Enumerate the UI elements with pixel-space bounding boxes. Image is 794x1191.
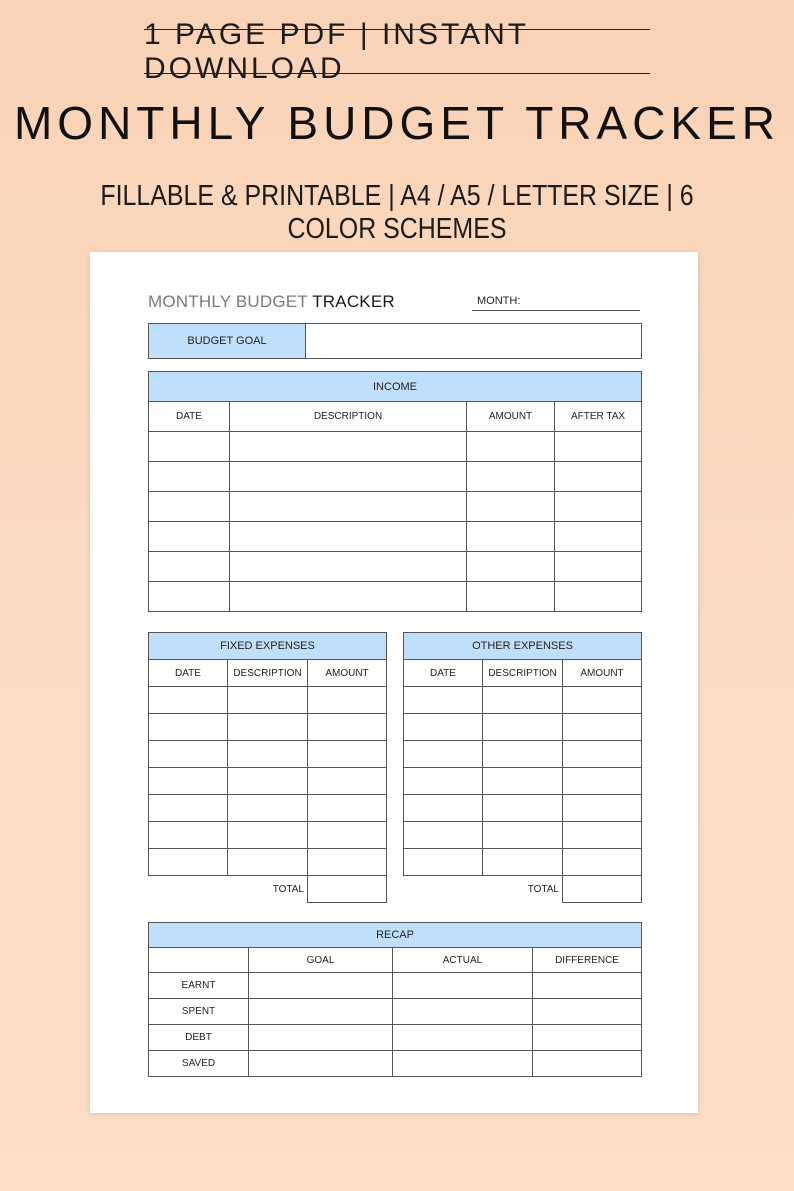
table-row — [149, 432, 642, 462]
other-cell[interactable] — [563, 768, 642, 795]
other-cell[interactable] — [563, 795, 642, 822]
fixed-cell[interactable] — [228, 795, 308, 822]
recap-col-actual: ACTUAL — [393, 948, 533, 973]
other-cell[interactable] — [563, 849, 642, 876]
fixed-expenses-title: FIXED EXPENSES — [149, 633, 387, 660]
table-row — [149, 552, 642, 582]
banner-top-text: 1 PAGE PDF | INSTANT DOWNLOAD — [144, 17, 529, 85]
recap-row-label: EARNT — [149, 973, 249, 999]
other-cell[interactable] — [563, 687, 642, 714]
other-cell[interactable] — [404, 714, 483, 741]
fixed-cell[interactable] — [228, 849, 308, 876]
table-row — [404, 768, 642, 795]
fixed-cell[interactable] — [308, 714, 387, 741]
table-row — [404, 822, 642, 849]
other-col-description: DESCRIPTION — [483, 660, 563, 687]
other-col-date: DATE — [404, 660, 483, 687]
income-cell[interactable] — [149, 522, 230, 552]
table-row — [149, 492, 642, 522]
other-cell[interactable] — [404, 822, 483, 849]
other-cell[interactable] — [483, 822, 563, 849]
banner-top-tagline — [144, 17, 650, 85]
fixed-cell[interactable] — [228, 822, 308, 849]
income-cell[interactable] — [230, 522, 467, 552]
table-row — [149, 522, 642, 552]
recap-row-label: SPENT — [149, 999, 249, 1025]
income-cell[interactable] — [149, 552, 230, 582]
budget-goal-field[interactable] — [306, 324, 641, 358]
income-cell[interactable] — [467, 582, 555, 612]
table-row — [149, 741, 387, 768]
income-title: INCOME — [149, 372, 642, 402]
fixed-col-date: DATE — [149, 660, 228, 687]
fixed-cell[interactable] — [308, 795, 387, 822]
recap-cell[interactable] — [393, 973, 533, 999]
fixed-total-field[interactable] — [308, 876, 387, 903]
recap-col-blank — [149, 948, 249, 973]
table-row — [149, 973, 642, 999]
recap-cell[interactable] — [533, 999, 642, 1025]
other-cell[interactable] — [483, 768, 563, 795]
income-cell[interactable] — [149, 462, 230, 492]
other-cell[interactable] — [404, 741, 483, 768]
budget-goal-row — [148, 323, 642, 359]
table-row — [149, 849, 387, 876]
income-cell[interactable] — [230, 462, 467, 492]
income-col-amount: AMOUNT — [467, 402, 555, 432]
table-row — [149, 795, 387, 822]
fixed-col-amount: AMOUNT — [308, 660, 387, 687]
income-cell[interactable] — [555, 522, 642, 552]
income-col-date: DATE — [149, 402, 230, 432]
fixed-cell[interactable] — [149, 849, 228, 876]
table-row — [149, 687, 387, 714]
income-cell[interactable] — [555, 582, 642, 612]
other-cell[interactable] — [404, 795, 483, 822]
fixed-cell[interactable] — [228, 687, 308, 714]
fixed-cell[interactable] — [149, 768, 228, 795]
other-expenses-table — [403, 632, 642, 903]
income-cell[interactable] — [555, 462, 642, 492]
month-field[interactable] — [472, 310, 640, 311]
recap-cell[interactable] — [249, 973, 393, 999]
other-cell[interactable] — [483, 741, 563, 768]
other-total-label: TOTAL — [483, 876, 563, 903]
fixed-cell[interactable] — [149, 714, 228, 741]
fixed-cell[interactable] — [308, 849, 387, 876]
fixed-cell[interactable] — [308, 741, 387, 768]
fixed-cell[interactable] — [308, 768, 387, 795]
sheet-title-light: MONTHLY BUDGET — [148, 292, 313, 311]
income-cell[interactable] — [149, 582, 230, 612]
recap-cell[interactable] — [249, 1025, 393, 1051]
other-total-field[interactable] — [563, 876, 642, 903]
recap-table — [148, 922, 642, 1077]
banner-subtitle: FILLABLE & PRINTABLE | A4 / A5 / LETTER SIZE | 6 COLOR SCHEMES — [100, 180, 694, 245]
recap-col-difference: DIFFERENCE — [533, 948, 642, 973]
budget-goal-label: BUDGET GOAL — [149, 324, 306, 358]
recap-cell[interactable] — [249, 1051, 393, 1077]
table-row — [404, 714, 642, 741]
recap-cell[interactable] — [533, 1051, 642, 1077]
other-cell[interactable] — [404, 849, 483, 876]
recap-cell[interactable] — [393, 1051, 533, 1077]
fixed-cell[interactable] — [228, 741, 308, 768]
fixed-cell[interactable] — [149, 687, 228, 714]
income-table — [148, 371, 642, 612]
table-row — [149, 1025, 642, 1051]
fixed-cell[interactable] — [228, 768, 308, 795]
table-row — [149, 768, 387, 795]
income-cell[interactable] — [230, 432, 467, 462]
fixed-cell[interactable] — [149, 795, 228, 822]
income-cell[interactable] — [555, 432, 642, 462]
other-cell[interactable] — [483, 849, 563, 876]
table-row — [404, 687, 642, 714]
table-row — [404, 795, 642, 822]
table-row — [149, 822, 387, 849]
income-col-description: DESCRIPTION — [230, 402, 467, 432]
sheet-title-bold: TRACKER — [312, 292, 395, 311]
table-row — [404, 849, 642, 876]
fixed-cell[interactable] — [149, 822, 228, 849]
income-cell[interactable] — [467, 492, 555, 522]
income-cell[interactable] — [149, 492, 230, 522]
income-cell[interactable] — [467, 552, 555, 582]
recap-cell[interactable] — [393, 1025, 533, 1051]
month-label: MONTH: — [477, 295, 521, 307]
other-expenses-title: OTHER EXPENSES — [404, 633, 642, 660]
income-cell[interactable] — [230, 552, 467, 582]
income-cell[interactable] — [467, 462, 555, 492]
recap-col-goal: GOAL — [249, 948, 393, 973]
budget-sheet — [90, 252, 698, 1113]
other-cell[interactable] — [404, 768, 483, 795]
other-cell[interactable] — [563, 741, 642, 768]
fixed-cell[interactable] — [308, 687, 387, 714]
recap-row-label: SAVED — [149, 1051, 249, 1077]
income-cell[interactable] — [467, 432, 555, 462]
income-cell[interactable] — [555, 552, 642, 582]
banner-title: MONTHLY BUDGET TRACKER — [13, 97, 781, 149]
table-row — [404, 741, 642, 768]
recap-cell[interactable] — [249, 999, 393, 1025]
sheet-title — [148, 292, 395, 312]
recap-cell[interactable] — [533, 1025, 642, 1051]
other-cell[interactable] — [483, 795, 563, 822]
income-cell[interactable] — [467, 522, 555, 552]
income-cell[interactable] — [149, 432, 230, 462]
income-cell[interactable] — [230, 582, 467, 612]
table-row — [149, 714, 387, 741]
recap-cell[interactable] — [533, 973, 642, 999]
fixed-cell[interactable] — [308, 822, 387, 849]
other-col-amount: AMOUNT — [563, 660, 642, 687]
recap-title: RECAP — [149, 923, 642, 948]
fixed-col-description: DESCRIPTION — [228, 660, 308, 687]
fixed-cell[interactable] — [228, 714, 308, 741]
other-cell[interactable] — [483, 687, 563, 714]
table-row — [149, 999, 642, 1025]
fixed-total-label: TOTAL — [228, 876, 308, 903]
table-row — [149, 462, 642, 492]
table-row — [149, 582, 642, 612]
other-cell[interactable] — [404, 687, 483, 714]
other-cell[interactable] — [563, 714, 642, 741]
income-cell[interactable] — [555, 492, 642, 522]
income-col-after-tax: AFTER TAX — [555, 402, 642, 432]
other-cell[interactable] — [483, 714, 563, 741]
fixed-cell[interactable] — [149, 741, 228, 768]
recap-row-label: DEBT — [149, 1025, 249, 1051]
fixed-expenses-table — [148, 632, 387, 903]
other-cell[interactable] — [563, 822, 642, 849]
recap-cell[interactable] — [393, 999, 533, 1025]
table-row — [149, 1051, 642, 1077]
income-cell[interactable] — [230, 492, 467, 522]
